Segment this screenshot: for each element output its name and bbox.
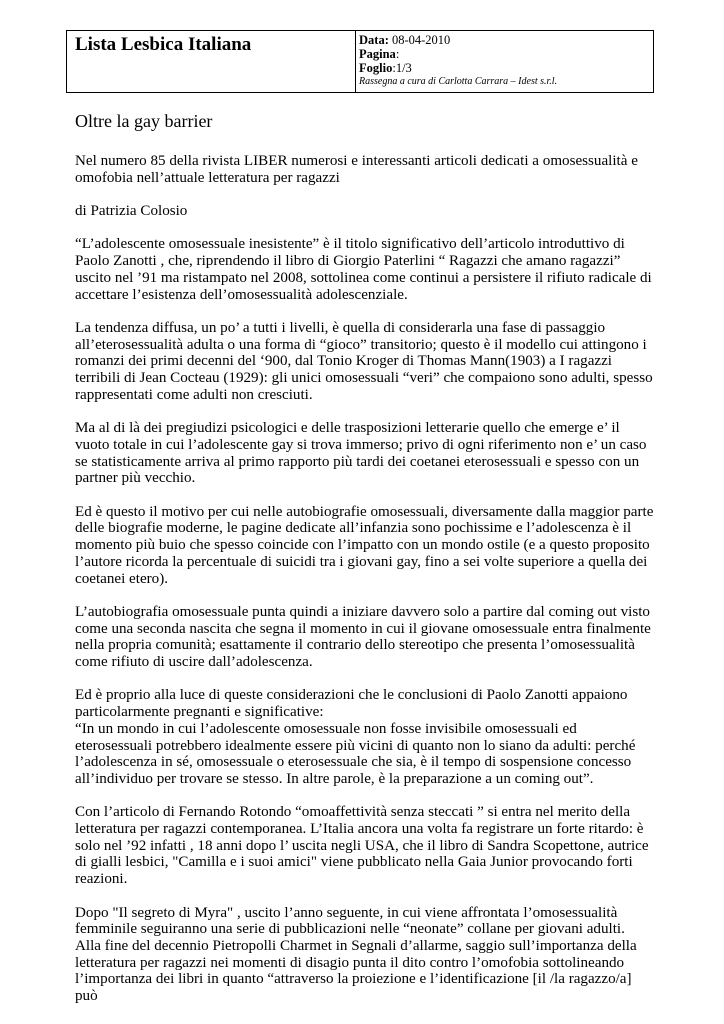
article-quote: “In un mondo in cui l’adolescente omosessuale non fosse invisibile omosessuali ed eterosessuali potrebbero idealmente essere più vicini di quanto non lo siano da adulti: perché l’adolescenza in sé, omosessuale o eterosessuale che sia, è il tempo di sospensione concesso all’individuo per trovare se stesso. In altre parole, è la preparazione a un coming out”. [75, 720, 636, 787]
page-label: Pagina [359, 47, 396, 62]
source-name: Lista Lesbica Italiana [67, 31, 356, 92]
document-header [66, 30, 654, 93]
article-title: Oltre la gay barrier [75, 111, 213, 131]
sheet-label: Foglio [359, 61, 393, 76]
article-paragraph: “L’adolescente omosessuale inesistente” è il titolo significativo dell’articolo introduttivo di Paolo Zanotti , che, riprendendo il libro di Giorgio Paterlini “ Ragazzi che amano ragazzi” uscito nel ’91 ma ristampato nel 2008, sottolinea come continui a persistere il rifiuto radicale di accettare l’esistenza dell’omosessualità adolescenziale. [75, 236, 652, 303]
article-author: di Patrizia Colosio [75, 203, 188, 220]
article-paragraph: Dopo "Il segreto di Myra" , uscito l’anno seguente, in cui viene affrontata l’omosessualità femminile seguiranno una serie di pubblicazioni nelle “neonate” collane per giovani adulti. [75, 904, 625, 938]
article-paragraph: Alla fine del decennio Pietropolli Charmet in Segnali d’allarme, saggio sull’importanza della letteratura per ragazzi nei momenti di disagio punta il dito contro l’omofobia sottolineando l’importanza dei libri in quanto “attraverso la proiezione e l’identificazione [il /la ragazzo/a] può [75, 937, 637, 1005]
article-paragraph: L’autobiografia omosessuale punta quindi a iniziare davvero solo a partire dal coming out visto come una seconda nascita che segna il momento in cui il giovane omosessuale entra finalmente nella propria comunità; esattamente il contrario dello stereotipo che presenta l’omosessualità come rifiuto di uscire dall’adolescenza. [75, 603, 651, 670]
article-paragraph: Ma al di là dei pregiudizi psicologici e delle trasposizioni letterarie quello che emerge e’ il vuoto totale in cui l’adolescente gay si trova immerso; privo di ogni riferimento non e’ un caso se statisticamente arriva al primo rapporto più tardi dei coetanei eterosessuali e spesso con un partner più vecchio. [75, 420, 647, 487]
article-paragraph: Ed è questo il motivo per cui nelle autobiografie omosessuali, diversamente dalla maggior parte delle biografie moderne, le pagine dedicate all’infanzia sono pochissime e l’adolescenza è il momento più buio che spesso coincide con l’impatto con un mondo ostile (e a questo proposito l’autore ricorda la percentuale di suicidi tra i giovani gay, fino a sei volte superiore a quella dei coetanei etero). [75, 503, 654, 587]
article-paragraph: La tendenza diffusa, un po’ a tutti i livelli, è quella di considerarla una fase di passaggio all’eterosessualità adulta o una forma di “gioco” transitorio; questo è il modello cui attingono i romanzi dei primi decenni del ‘900, dal Tonio Kroger di Thomas Mann(1903) a I ragazzi terribili di Jean Cocteau (1929): gli unici omosessuali “veri” che compaiono sono adulti, spesso rappresentati come adulti non cresciuti. [75, 319, 653, 403]
date-line [359, 33, 653, 47]
header-meta [356, 31, 653, 92]
date-value: 08-04-2010 [388, 33, 451, 47]
article-body [75, 110, 655, 1005]
page-line [359, 47, 653, 61]
sheet-line [359, 61, 653, 75]
article-paragraph: Ed è proprio alla luce di queste considerazioni che le conclusioni di Paolo Zanotti appaiono particolarmente pregnanti e significative: [75, 687, 628, 721]
article-paragraph: Con l’articolo di Fernando Rotondo “omoaffettività senza steccati ” si entra nel merito della letteratura per ragazzi contemporanea. L’Italia ancora una volta fa registrare un forte ritardo: è solo nel ’92 infatti , 18 anni dopo l’ uscita negli USA, che il libro di Sandra Scopettone, autrice di gialli lesbici, "Camilla e i suoi amici" viene pubblicato nella Gaia Junior provocando forti reazioni. [75, 804, 649, 888]
press-review-credit: Rassegna a cura di Carlotta Carrara – Idest s.r.l. [359, 75, 558, 87]
date-label: Data: [359, 33, 389, 47]
sheet-value: :1/3 [392, 61, 412, 76]
page-value: : [395, 47, 400, 62]
article-paragraph: Nel numero 85 della rivista LIBER numerosi e interessanti articoli dedicati a omosessualità e omofobia nell’attuale letteratura per ragazzi [75, 153, 638, 186]
